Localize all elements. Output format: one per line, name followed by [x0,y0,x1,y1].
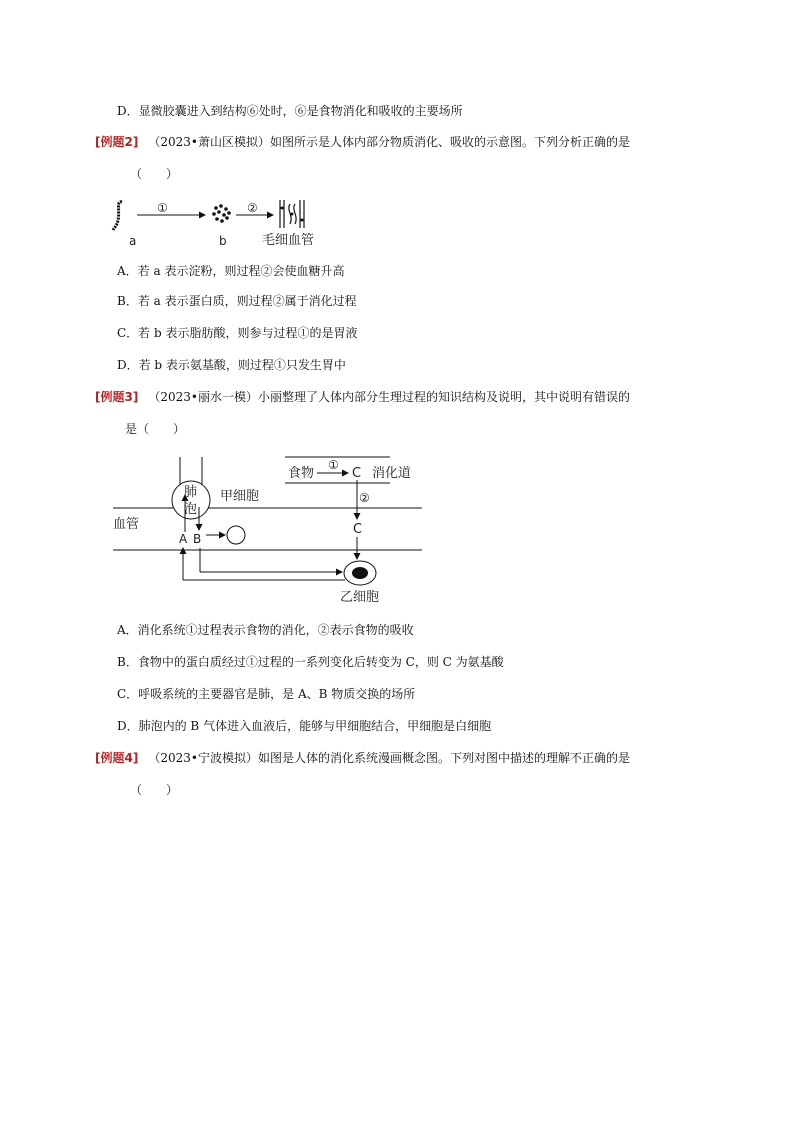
q2-option-a: A．若 a 表示淀粉，则过程②会使血糖升高 [117,264,345,278]
q3-label-a: A [179,532,188,546]
q2-label-b: b [219,234,227,248]
q3-label-b: B [193,532,202,546]
q2-option-c: C．若 b 表示脂肪酸，则参与过程①的是胃液 [117,326,358,340]
q3-option-a: A．消化系统①过程表示食物的消化，②表示食物的吸收 [117,623,414,637]
q3-stem-2: 是（ ） [125,422,186,436]
q4-tag: [例题4] [95,751,139,765]
q3-step-1: ① [328,458,339,472]
q1-option-d: D．显微胶囊进入到结构⑥处时，⑥是食物消化和吸收的主要场所 [117,104,463,118]
q3-c-top: C [352,466,362,481]
q2-paren: （ ） [130,167,179,181]
q2-tag: [例题2] [95,135,139,149]
q2-option-b: B．若 a 表示蛋白质，则过程②属于消化过程 [117,294,357,308]
q2-stem-line [95,134,630,150]
q3-alveolus-bottom: 泡 [184,502,198,517]
q2-label-a: a [129,234,137,248]
q3-tag: [例题3] [95,390,139,404]
cell-a-icon [227,526,245,544]
q3-source: （2023•丽水一模） [148,390,258,404]
q4-paren: （ ） [130,783,179,797]
q2-source: （2023•萧山区模拟） [148,135,270,149]
chain-molecule-icon [113,202,122,230]
q3-step-2: ② [359,491,370,505]
q3-vessel-label: 血管 [113,517,140,532]
q4-source: （2023•宁波模拟） [148,751,258,765]
q2-option-d: D．若 b 表示氨基酸，则过程①只发生胃中 [117,358,346,372]
q3-diagram [110,455,430,605]
q4-stem-line [95,750,630,766]
q4-stem: 如图是人体的消化系统漫画概念图。下列对图中描述的理解不正确的是 [257,751,630,765]
particles-icon [212,204,231,223]
q3-c-bottom: C [353,522,363,537]
q2-stem: 如图所示是人体内部分物质消化、吸收的示意图。下列分析正确的是 [269,135,630,149]
q3-option-c: C．呼吸系统的主要器官是肺，是 A、B 物质交换的场所 [117,687,416,701]
q3-cell-b-label: 乙细胞 [340,590,380,605]
q3-alveolus-top: 肺 [184,485,198,500]
q3-tract-label: 消化道 [372,466,412,481]
q3-option-b: B．食物中的蛋白质经过①过程的一系列变化后转变为 C，则 C 为氨基酸 [117,655,504,669]
q3-stem-line [95,389,630,405]
q3-cell-a-label: 甲细胞 [220,489,260,504]
q2-step-2: ② [247,201,258,215]
q3-food-label: 食物 [288,466,315,481]
q2-label-capillary: 毛细血管 [262,233,315,248]
q2-step-1: ① [157,201,168,215]
q3-stem: 小丽整理了人体内部分生理过程的知识结构及说明，其中说明有错误的 [257,390,630,404]
q3-option-d: D．肺泡内的 B 气体进入血液后，能够与甲细胞结合，甲细胞是白细胞 [117,719,492,733]
q2-diagram [110,190,340,250]
